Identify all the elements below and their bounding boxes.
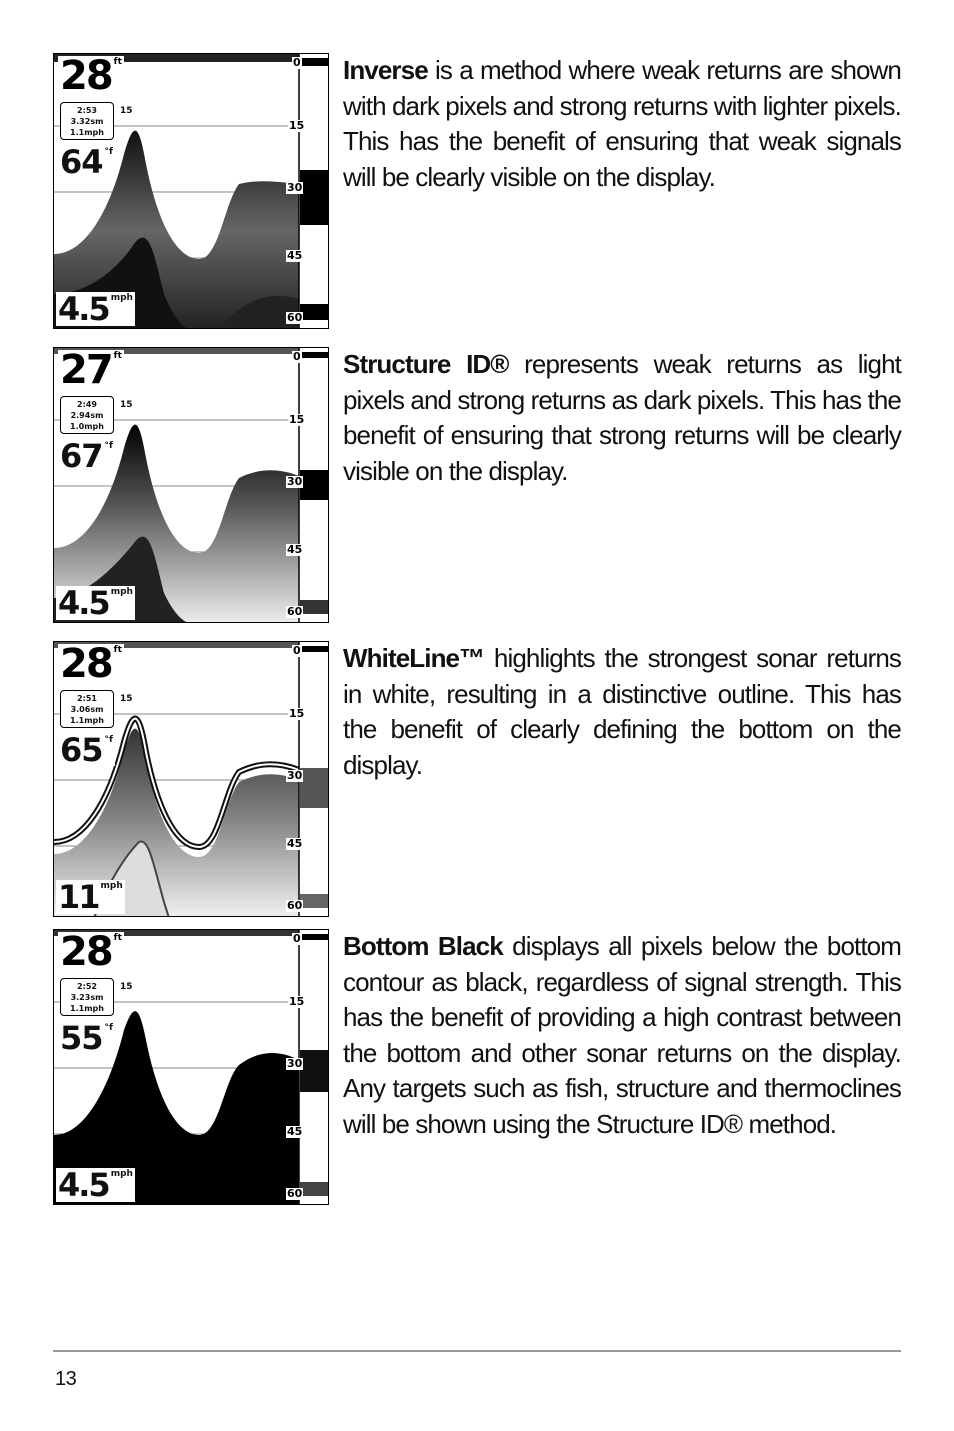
section-term: Inverse (343, 55, 428, 85)
depth-scale-tick: 45 (287, 837, 303, 850)
depth-scale-tick: 0 (293, 644, 301, 657)
footer-divider (53, 1350, 901, 1352)
section-term: Bottom Black (343, 931, 503, 961)
fish-id-depth: 15 (120, 694, 133, 704)
digital-depth: 28 $^{ft}$ (60, 929, 122, 975)
distance-readout: 2.94sm (70, 411, 104, 420)
speed-readout: 4.5 $^{mph}$ (58, 290, 133, 328)
section-text: displays all pixels below the bottom contour as black, regardless of signal strength. This has the benefit of providing a high contrast between the bottom and other sonar returns on the display. Any targets such as fish, structure and thermoclines will be shown using the Structure ID® method. (343, 931, 901, 1139)
digital-depth: 28 $^{ft}$ (60, 53, 122, 99)
depth-scale-tick: 30 (287, 181, 303, 194)
depth-scale-tick: 15 (289, 119, 305, 132)
speed-over-ground-readout: 1.1mph (70, 1004, 104, 1013)
fish-id-depth: 15 (120, 400, 133, 410)
navigation-info-box (60, 978, 114, 1016)
time-readout: 2:53 (77, 106, 97, 115)
sonar-screenshot-inverse (53, 53, 329, 329)
speed-readout: 4.5 $^{mph}$ (58, 1166, 133, 1204)
fish-id-depth: 15 (120, 982, 133, 992)
depth-scale-tick: 60 (287, 311, 303, 324)
section-description (343, 53, 901, 195)
depth-scale-tick: 15 (289, 413, 305, 426)
water-temperature: 67 $^{^\circ f}$ (60, 437, 113, 475)
sonar-screenshot-bottom-black (53, 929, 329, 1205)
depth-scale-tick: 30 (287, 769, 303, 782)
section-structure-id (53, 347, 901, 623)
digital-depth: 27 $^{ft}$ (60, 347, 122, 393)
depth-scale-tick: 15 (289, 707, 305, 720)
depth-scale-tick: 45 (287, 543, 303, 556)
section-text: highlights the strongest sonar returns in white, resulting in a distinctive outline. This has the benefit of clearly defining the bottom on the display. (343, 643, 901, 780)
depth-scale-tick: 60 (287, 605, 303, 618)
depth-scale-tick: 15 (289, 995, 305, 1008)
navigation-info-box (60, 690, 114, 728)
depth-scale-tick: 30 (287, 1057, 303, 1070)
depth-scale-tick: 45 (287, 1125, 303, 1138)
speed-readout: 4.5 $^{mph}$ (58, 584, 133, 622)
sonar-screenshot-whiteline (53, 641, 329, 917)
section-description (343, 641, 901, 783)
speed-over-ground-readout: 1.1mph (70, 716, 104, 725)
water-temperature: 65 $^{^\circ f}$ (60, 731, 113, 769)
depth-scale-tick: 0 (293, 56, 301, 69)
sonar-screenshot-structure-id (53, 347, 329, 623)
time-readout: 2:49 (77, 400, 97, 409)
section-inverse (53, 53, 901, 329)
distance-readout: 3.32sm (70, 117, 104, 126)
navigation-info-box (60, 396, 114, 434)
speed-readout: 11 $^{mph}$ (58, 878, 123, 916)
distance-readout: 3.06sm (70, 705, 104, 714)
navigation-info-box (60, 102, 114, 140)
page-number: 13 (55, 1368, 77, 1390)
depth-scale-tick: 45 (287, 249, 303, 262)
speed-over-ground-readout: 1.0mph (70, 422, 104, 431)
depth-scale-tick: 60 (287, 899, 303, 912)
section-text: is a method where weak returns are shown with dark pixels and strong returns with lighter pixels. This has the benefit of ensuring that weak signals will be clearly visible on the display. (343, 55, 901, 192)
depth-scale-tick: 30 (287, 475, 303, 488)
section-text: represents weak returns as light pixels and strong returns as dark pixels. This has the benefit of ensuring that strong returns will be clearly visible on the display. (343, 349, 901, 486)
speed-over-ground-readout: 1.1mph (70, 128, 104, 137)
section-term: WhiteLine™ (343, 643, 485, 673)
water-temperature: 64 $^{^\circ f}$ (60, 143, 113, 181)
fish-id-depth: 15 (120, 106, 133, 116)
section-description (343, 347, 901, 489)
water-temperature: 55 $^{^\circ f}$ (60, 1019, 113, 1057)
depth-scale-tick: 0 (293, 350, 301, 363)
section-bottom-black (53, 929, 901, 1205)
depth-scale-tick: 0 (293, 932, 301, 945)
distance-readout: 3.23sm (70, 993, 104, 1002)
depth-scale-tick: 60 (287, 1187, 303, 1200)
section-description (343, 929, 901, 1142)
time-readout: 2:51 (77, 694, 97, 703)
time-readout: 2:52 (77, 982, 97, 991)
section-term: Structure ID® (343, 349, 509, 379)
section-whiteline (53, 641, 901, 917)
digital-depth: 28 $^{ft}$ (60, 641, 122, 687)
